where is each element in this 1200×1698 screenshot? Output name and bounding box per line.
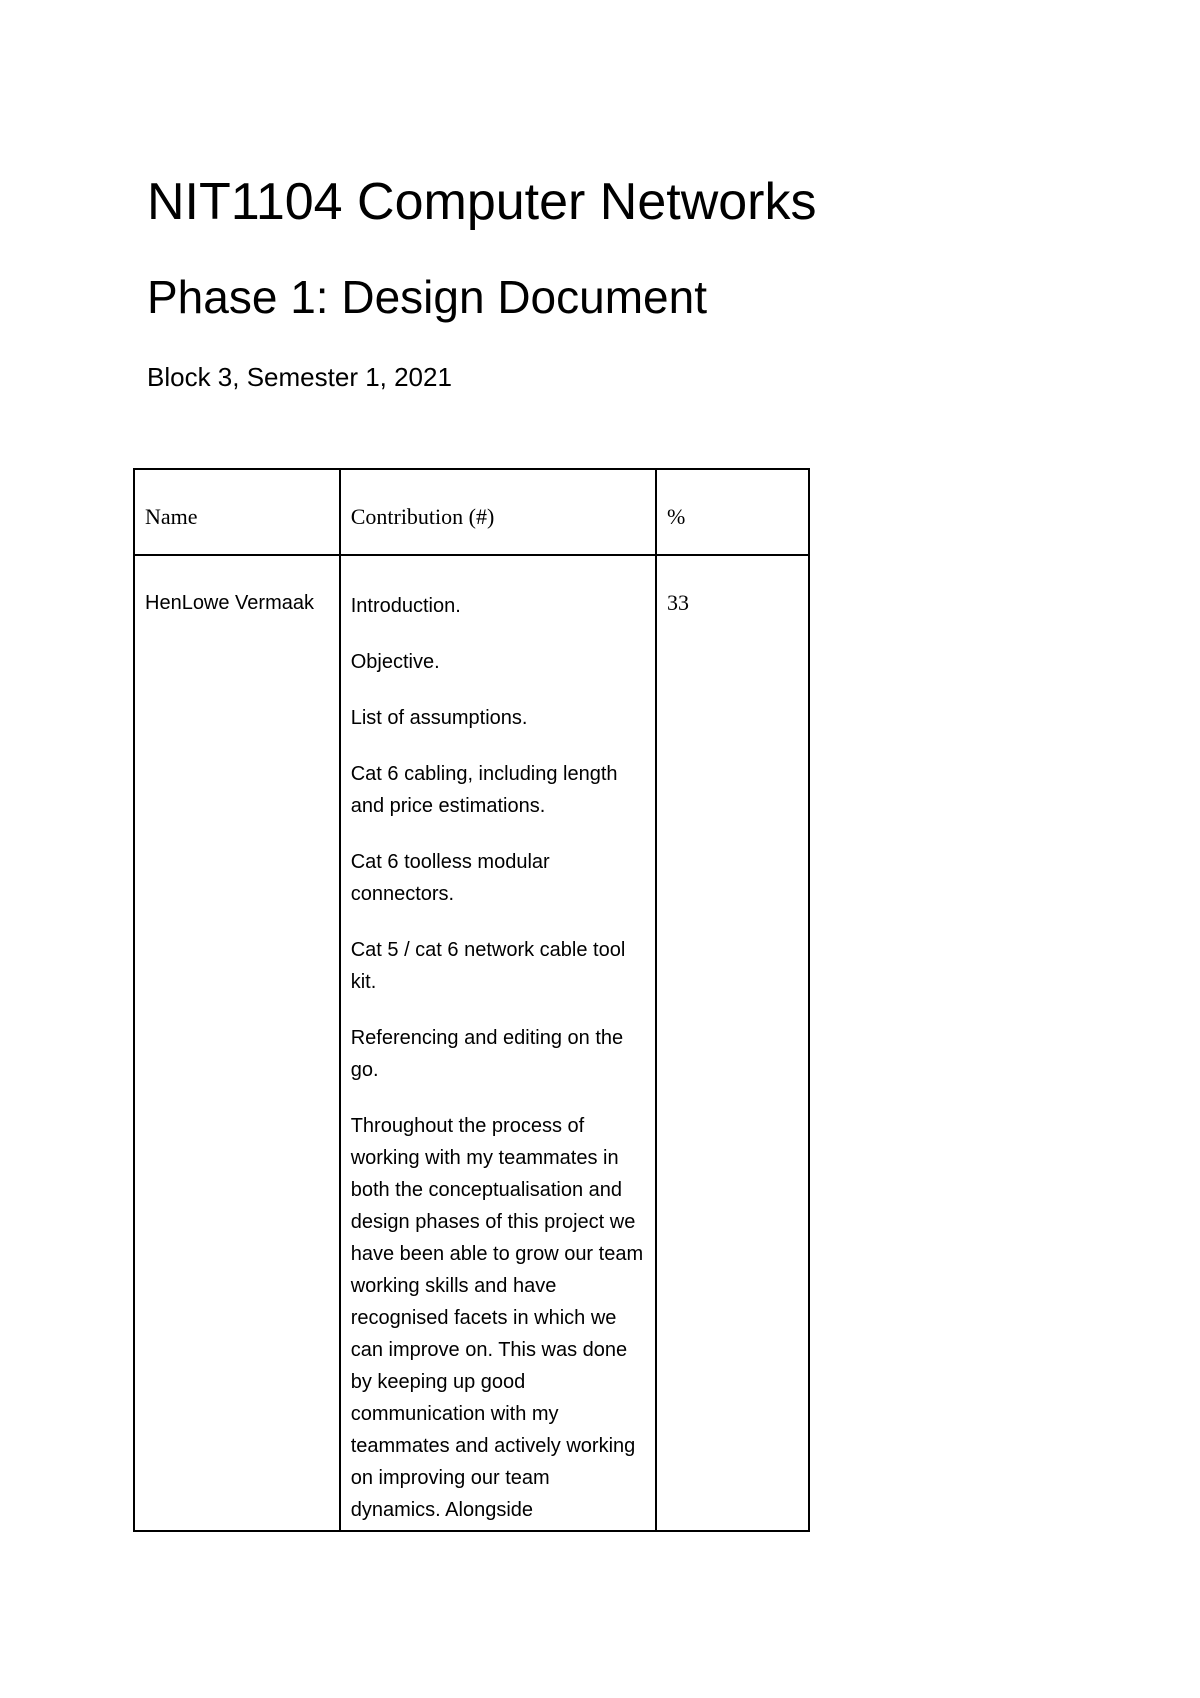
- list-item: List of assumptions.: [350, 707, 528, 729]
- list-item: Introduction.: [350, 595, 461, 617]
- list-item: Cat 6 toolless modular connectors.: [350, 851, 550, 905]
- list-item: Throughout the process of working with my teammates in both the conceptualisation and design phases of this project we have been able to grow our team working skills and have recognised facets in which we can improve on. This was done by keeping up good communication with my teammates and actively working on improving our team dynamics. Alongside: [350, 1115, 644, 1521]
- list-item: Objective.: [350, 651, 440, 673]
- contribution-list: [351, 590, 645, 1526]
- member-name: HenLowe Vermaak: [134, 555, 340, 1531]
- contribution-table: [133, 468, 810, 1532]
- block-semester-line: Block 3, Semester 1, 2021: [147, 362, 452, 392]
- phase-title: Phase 1: Design Document: [147, 271, 707, 323]
- member-percent: 33: [656, 555, 809, 1531]
- list-item: Referencing and editing on the go.: [350, 1027, 624, 1081]
- member-contributions: [340, 555, 656, 1531]
- course-title: NIT1104 Computer Networks: [147, 173, 817, 231]
- header-contribution: Contribution (#): [340, 469, 656, 555]
- list-item: Cat 6 cabling, including length and price estimations.: [350, 763, 618, 817]
- list-item: Cat 5 / cat 6 network cable tool kit.: [350, 939, 626, 993]
- header-percent: %: [656, 469, 809, 555]
- header-name: Name: [134, 469, 340, 555]
- table-header-row: [134, 469, 809, 555]
- table-row: [134, 555, 809, 1531]
